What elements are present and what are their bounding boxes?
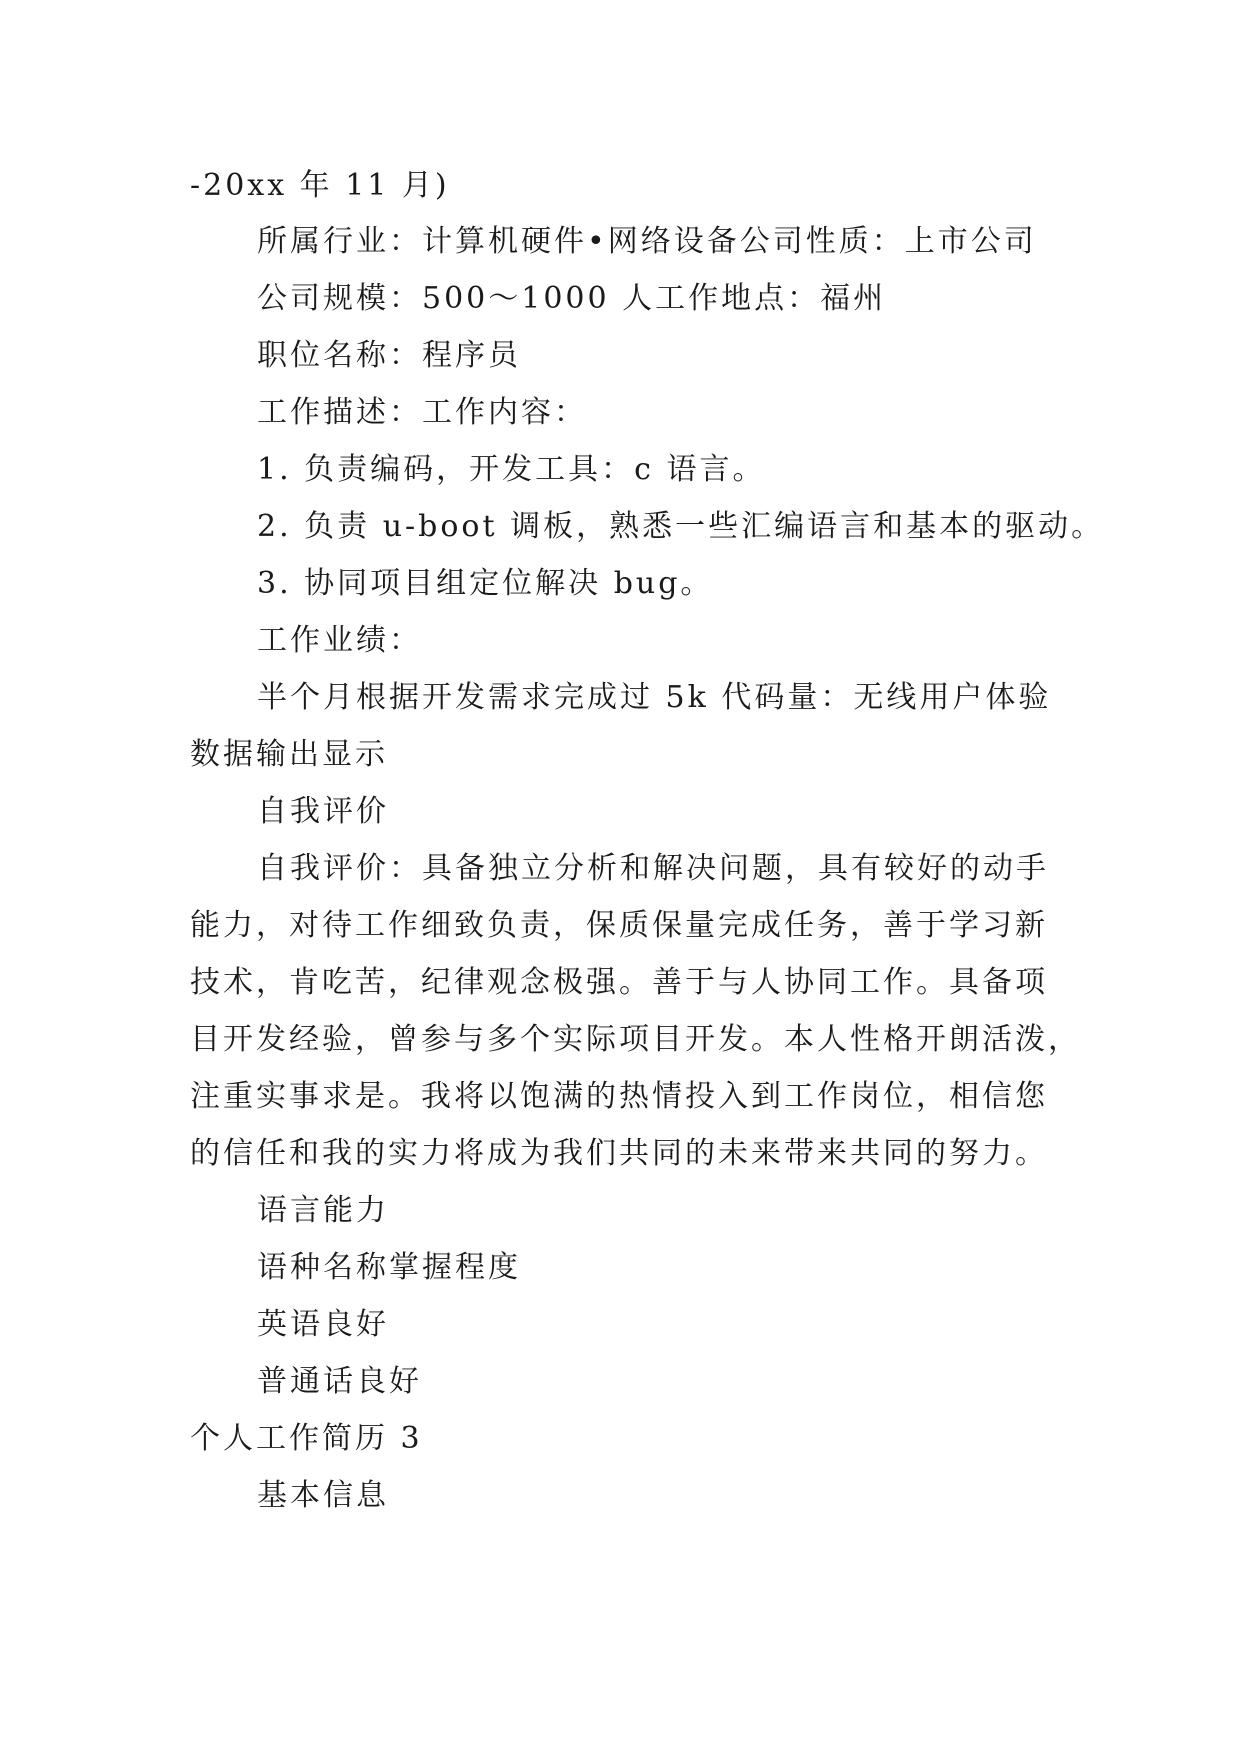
job-description-heading: 工作描述：工作内容： bbox=[257, 395, 587, 430]
self-evaluation-line-3: 技术，肯吃苦，纪律观念极强。善于与人协同工作。具备项 bbox=[190, 965, 1048, 1000]
achievements-heading: 工作业绩： bbox=[257, 623, 422, 658]
language-row-english: 英语良好 bbox=[257, 1307, 389, 1342]
language-ability-heading: 语言能力 bbox=[257, 1193, 389, 1228]
company-size-line: 公司规模：500～1000 人工作地点：福州 bbox=[257, 281, 887, 316]
language-row-mandarin: 普通话良好 bbox=[257, 1364, 422, 1399]
self-evaluation-line-2: 能力，对待工作细致负责，保质保量完成任务，善于学习新 bbox=[190, 908, 1048, 943]
self-evaluation-line-5: 注重实事求是。我将以饱满的热情投入到工作岗位，相信您 bbox=[190, 1079, 1048, 1114]
self-evaluation-line-6: 的信任和我的实力将成为我们共同的未来带来共同的努力。 bbox=[190, 1136, 1048, 1171]
position-line: 职位名称：程序员 bbox=[257, 338, 521, 373]
industry-line: 所属行业：计算机硬件•网络设备公司性质：上市公司 bbox=[257, 224, 1037, 259]
achievement-line-1: 半个月根据开发需求完成过 5k 代码量：无线用户体验 bbox=[257, 680, 1052, 715]
date-range-tail: -20xx 年 11 月) bbox=[190, 168, 450, 203]
duty-item-1: 1. 负责编码，开发工具：c 语言。 bbox=[257, 452, 766, 487]
self-evaluation-heading: 自我评价 bbox=[257, 794, 389, 829]
duty-item-3: 3. 协同项目组定位解决 bug。 bbox=[257, 566, 714, 601]
achievement-line-2: 数据输出显示 bbox=[190, 737, 388, 772]
duty-item-2: 2. 负责 u-boot 调板，熟悉一些汇编语言和基本的驱动。 bbox=[257, 509, 1105, 544]
self-evaluation-line-1: 自我评价：具备独立分析和解决问题，具有较好的动手 bbox=[257, 851, 1049, 886]
basic-info-heading: 基本信息 bbox=[257, 1478, 389, 1513]
language-table-header: 语种名称掌握程度 bbox=[257, 1250, 521, 1285]
resume-3-title: 个人工作简历 3 bbox=[190, 1421, 423, 1456]
self-evaluation-line-4: 目开发经验，曾参与多个实际项目开发。本人性格开朗活泼， bbox=[190, 1022, 1081, 1057]
